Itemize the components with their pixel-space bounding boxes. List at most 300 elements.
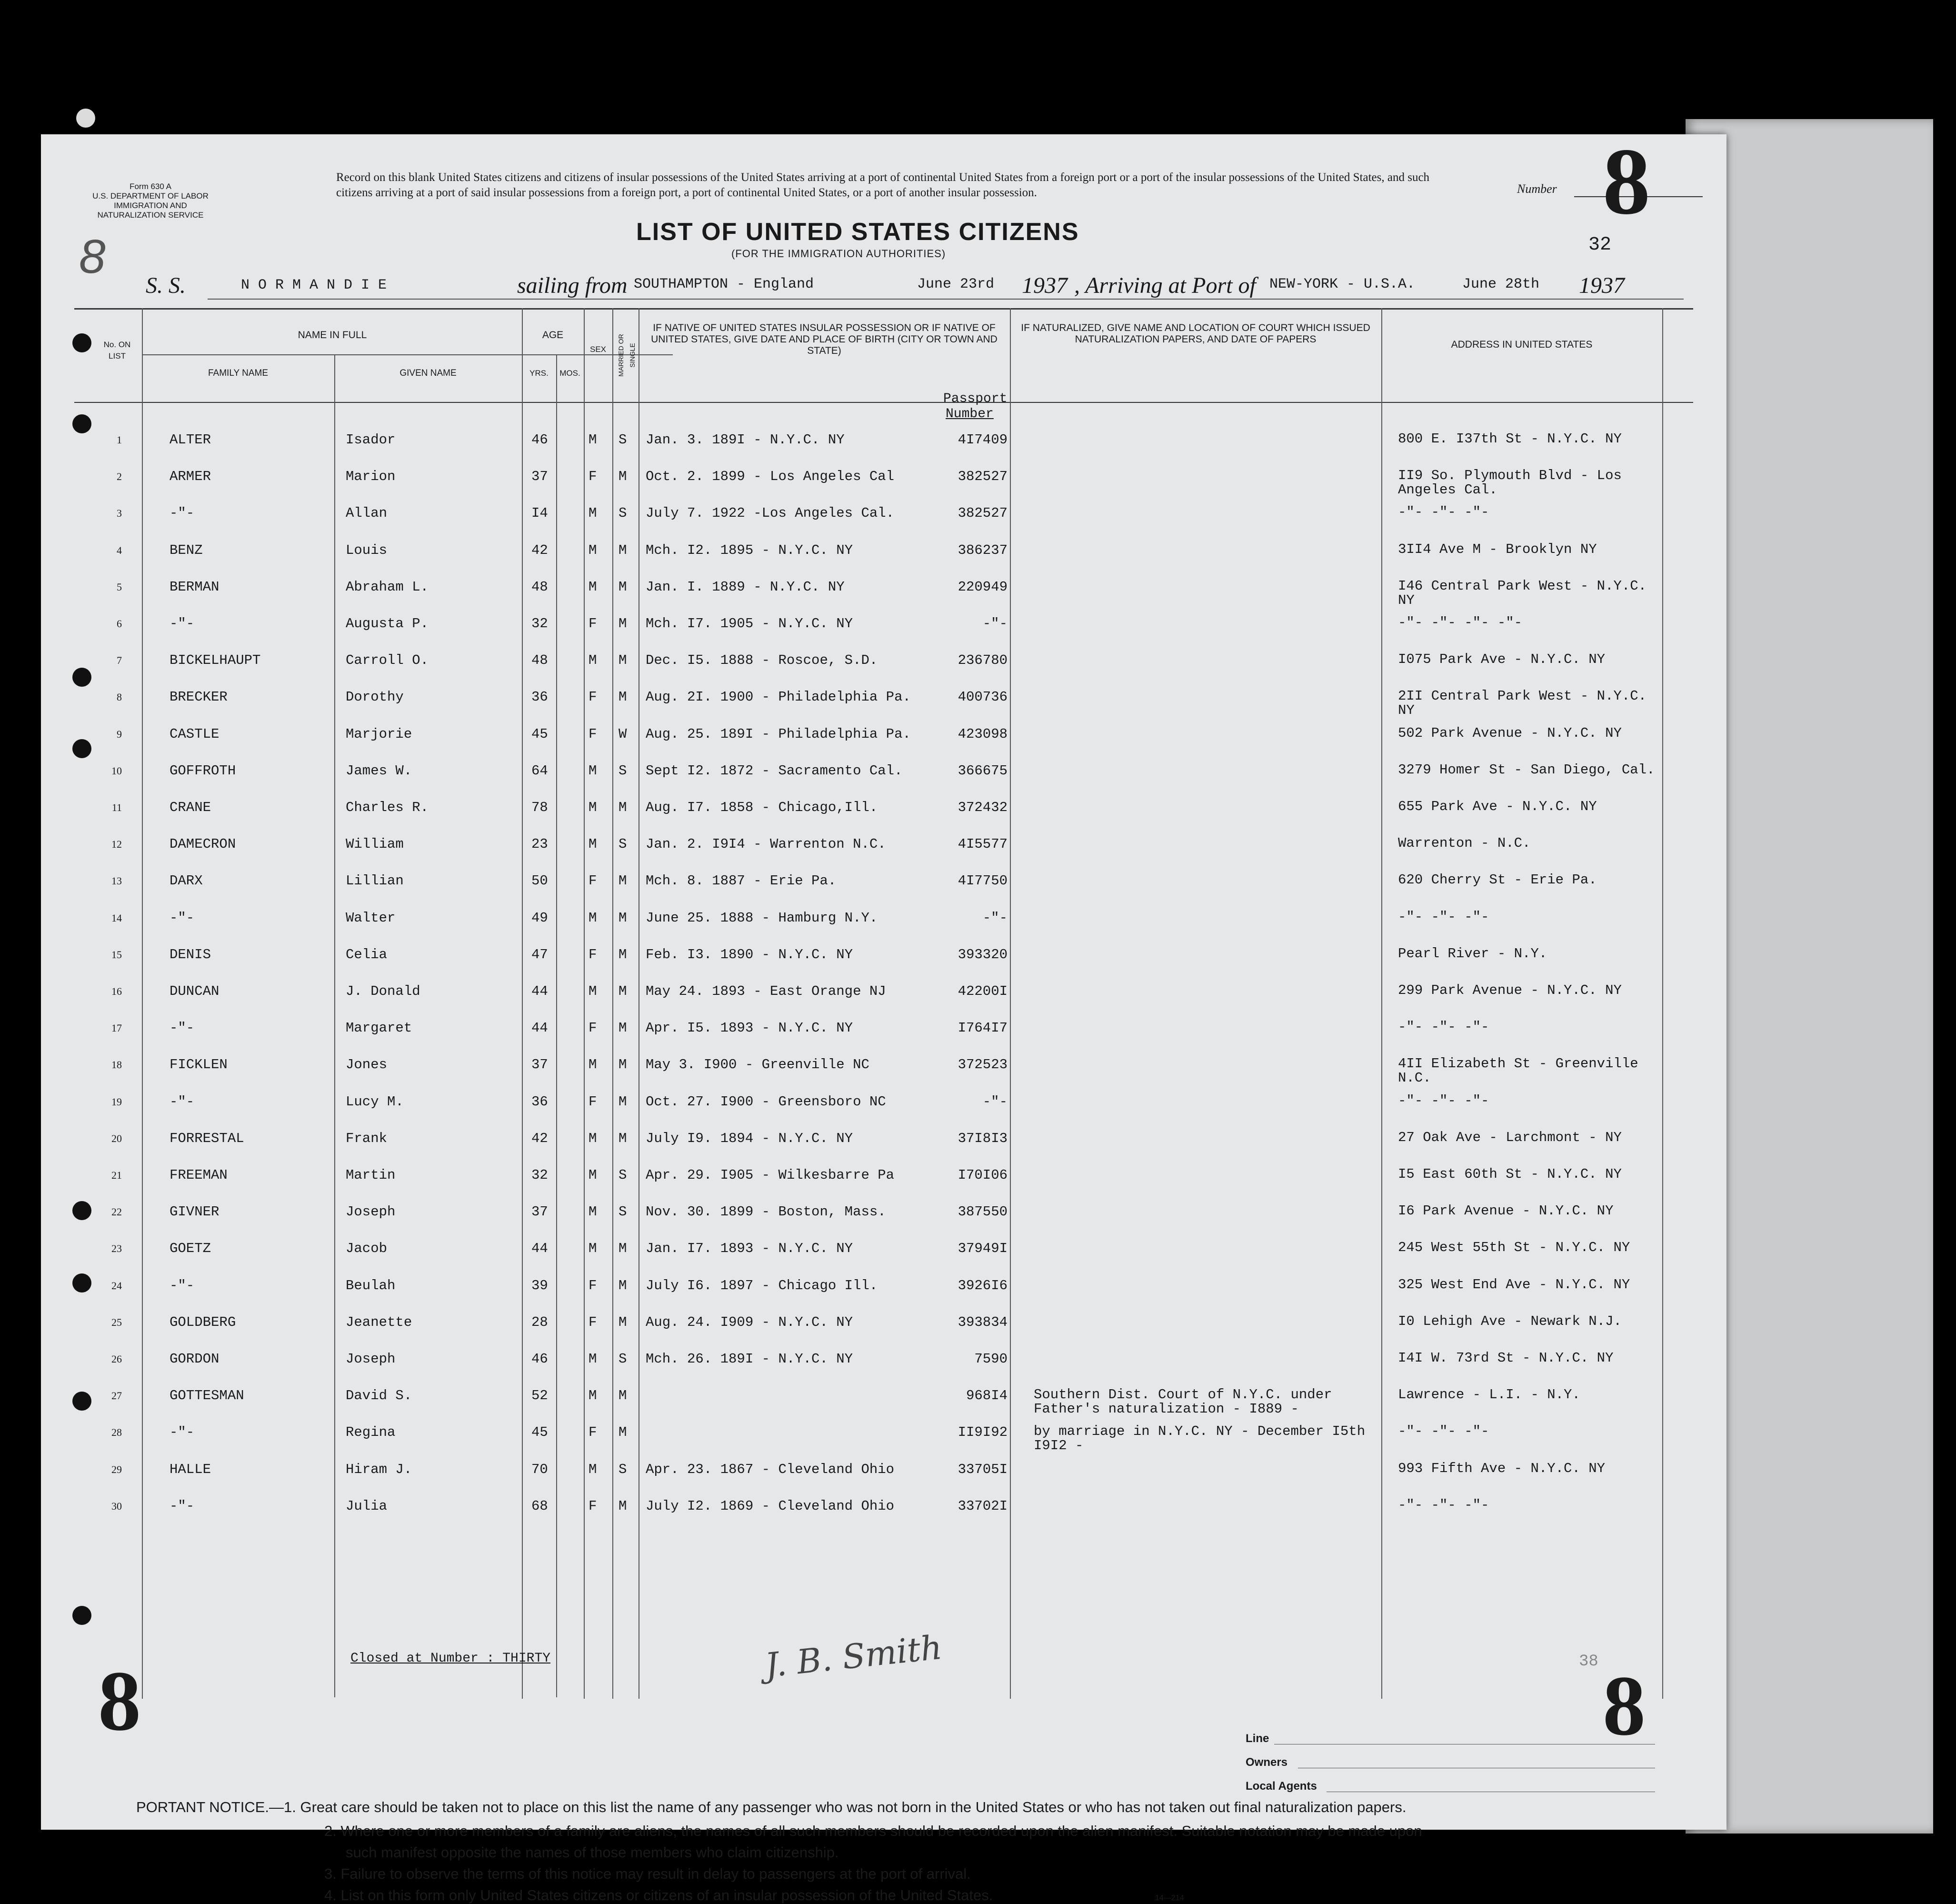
family-name-cell: DAMECRON — [170, 836, 236, 852]
passport-header-1: Passport — [943, 391, 1008, 406]
row-number-cell: 15 — [111, 948, 122, 961]
birth-cell: May 3. I900 - Greenville NC — [646, 1057, 869, 1073]
age-cell: 46 — [531, 1351, 548, 1367]
age-cell: 47 — [531, 946, 548, 962]
age-cell: 44 — [531, 1020, 548, 1036]
marital-status-cell: W — [619, 726, 627, 742]
marital-status-cell: S — [619, 505, 627, 521]
passport-cell: 33705I — [958, 1461, 1008, 1477]
notice-4: 4. List on this form only United States citizens or citizens of an insular possession of the United States. — [324, 1887, 993, 1904]
given-name-cell: Lucy M. — [346, 1093, 404, 1110]
row-number-cell: 27 — [111, 1390, 122, 1402]
sex-cell: F — [589, 689, 597, 705]
family-name-cell: -"- — [170, 616, 195, 631]
sex-cell: M — [589, 652, 597, 669]
row-number-cell: 16 — [111, 985, 122, 997]
row-number-cell: 12 — [111, 838, 122, 851]
given-name-cell: Carroll O. — [346, 652, 429, 669]
sex-cell: M — [589, 1057, 597, 1073]
family-name-cell: DENIS — [170, 946, 211, 962]
page-number: 32 — [1588, 234, 1612, 256]
row-number-cell: 14 — [111, 912, 122, 924]
row-number-cell: 6 — [117, 618, 122, 630]
family-name-cell: -"- — [170, 910, 195, 926]
address-cell: 299 Park Avenue - N.Y.C. NY — [1398, 982, 1622, 998]
binding-hole — [72, 414, 91, 433]
header-family-name: FAMILY NAME — [208, 368, 268, 378]
age-cell: 23 — [531, 836, 548, 852]
row-number-cell: 20 — [111, 1132, 122, 1144]
list-number: 8 — [1603, 129, 1650, 234]
family-name-cell: GORDON — [170, 1351, 220, 1367]
row-number-cell: 30 — [111, 1500, 122, 1512]
passport-cell: II9I92 — [958, 1424, 1008, 1441]
birth-cell: Aug. 24. I909 - N.Y.C. NY — [646, 1314, 853, 1330]
row-number-cell: 19 — [111, 1095, 122, 1108]
address-cell: 993 Fifth Ave - N.Y.C. NY — [1398, 1460, 1606, 1476]
passport-cell: 393320 — [958, 946, 1008, 962]
arrival-port: NEW-YORK - U.S.A. — [1269, 276, 1416, 292]
birth-cell: Oct. 27. I900 - Greensboro NC — [646, 1093, 886, 1110]
address-cell: 502 Park Avenue - N.Y.C. NY — [1398, 725, 1622, 741]
marital-status-cell: M — [619, 616, 627, 631]
family-name-cell: -"- — [170, 1093, 195, 1110]
passport-cell: 968I4 — [966, 1388, 1008, 1404]
ship-name: N O R M A N D I E — [241, 277, 387, 293]
marital-status-cell: M — [619, 542, 627, 558]
record-instruction: Record on this blank United States citizens and citizens of insular possessions of the United States arriving at a port of continental United States from a foreign port or a port of the insular possessions of the United States, and such citizens arriving at a port of said insular possessions from a foreign port, a port of continental United States, or a port of another insular possession. — [336, 171, 1430, 199]
sex-cell: M — [589, 1130, 597, 1146]
header-address: ADDRESS IN UNITED STATES — [1451, 339, 1593, 350]
sex-cell: M — [589, 983, 597, 999]
marital-status-cell: M — [619, 910, 627, 926]
family-name-cell: HALLE — [170, 1461, 211, 1477]
row-number-cell: 5 — [117, 581, 122, 593]
header-yrs: YRS. — [529, 369, 549, 378]
sex-cell: F — [589, 1277, 597, 1293]
row-number-cell: 26 — [111, 1353, 122, 1365]
sex-cell: F — [589, 1424, 597, 1441]
sailing-from: SOUTHAMPTON - England — [634, 276, 814, 292]
row-number-cell: 25 — [111, 1316, 122, 1328]
marital-status-cell: M — [619, 873, 627, 889]
passport-cell: 236780 — [958, 652, 1008, 669]
ss-label: S. S. — [146, 273, 186, 298]
age-cell: 70 — [531, 1461, 548, 1477]
address-cell: 325 West End Ave - N.Y.C. NY — [1398, 1276, 1630, 1293]
marital-status-cell: M — [619, 1388, 627, 1404]
service-line-2: NATURALIZATION SERVICE — [97, 210, 204, 220]
age-cell: 78 — [531, 800, 548, 815]
address-cell: I4I W. 73rd St - N.Y.C. NY — [1398, 1350, 1614, 1366]
passport-cell: 372523 — [958, 1057, 1008, 1073]
given-name-cell: Jones — [346, 1057, 388, 1073]
age-cell: 44 — [531, 983, 548, 999]
marital-status-cell: S — [619, 1167, 627, 1183]
given-name-cell: Joseph — [346, 1204, 396, 1220]
department: U.S. DEPARTMENT OF LABOR — [92, 191, 209, 200]
marital-status-cell: M — [619, 983, 627, 999]
table-top-border — [74, 308, 1693, 310]
sex-cell: F — [589, 1498, 597, 1514]
given-name-cell: Charles R. — [346, 800, 429, 815]
document-title: LIST OF UNITED STATES CITIZENS — [636, 218, 1079, 246]
form-number: Form 630 A — [130, 182, 171, 191]
row-number-cell: 22 — [111, 1206, 122, 1218]
birth-cell: Apr. 23. 1867 - Cleveland Ohio — [646, 1461, 895, 1477]
sex-cell: F — [589, 726, 597, 742]
marital-status-cell: M — [619, 1130, 627, 1146]
col-line — [334, 354, 335, 1697]
sex-cell: M — [589, 800, 597, 815]
bottom-left-digit: 8 — [98, 1653, 141, 1748]
family-name-cell: GIVNER — [170, 1204, 220, 1220]
birth-cell: Aug. 2I. 1900 - Philadelphia Pa. — [646, 689, 911, 705]
arrive-date: June 28th — [1462, 276, 1540, 292]
owners-label: Owners — [1246, 1756, 1288, 1769]
passport-cell: 33702I — [958, 1498, 1008, 1514]
birth-cell: Feb. I3. 1890 - N.Y.C. NY — [646, 946, 853, 962]
age-cell: 45 — [531, 726, 548, 742]
passport-cell: -"- — [982, 910, 1008, 926]
address-cell: -"- -"- -"- — [1398, 1423, 1489, 1440]
address-cell: I6 Park Avenue - N.Y.C. NY — [1398, 1203, 1614, 1219]
bottom-print-code: 14—214 — [1155, 1894, 1184, 1902]
family-name-cell: FORRESTAL — [170, 1130, 244, 1146]
header-bottom-border — [74, 402, 1693, 403]
sex-cell: M — [589, 542, 597, 558]
given-name-cell: Augusta P. — [346, 616, 429, 631]
voyage-underline — [208, 299, 1684, 300]
birth-cell: Jan. 2. I9I4 - Warrenton N.C. — [646, 836, 886, 852]
row-number-cell: 28 — [111, 1426, 122, 1439]
birth-cell: May 24. 1893 - East Orange NJ — [646, 983, 886, 999]
marital-status-cell: M — [619, 652, 627, 669]
given-name-cell: J. Donald — [346, 983, 420, 999]
address-cell: -"- -"- -"- — [1398, 1019, 1489, 1035]
row-number-cell: 29 — [111, 1463, 122, 1475]
family-name-cell: DUNCAN — [170, 983, 220, 999]
binding-hole — [72, 1392, 91, 1411]
arriving-label: , Arriving at Port of — [1074, 273, 1256, 298]
given-name-cell: Abraham L. — [346, 579, 429, 595]
family-name-cell: BERMAN — [170, 579, 220, 595]
address-cell: Pearl River - N.Y. — [1398, 945, 1547, 962]
depart-year: 1937 — [1022, 273, 1068, 298]
col-line — [522, 308, 523, 1699]
age-cell: 32 — [531, 616, 548, 631]
age-cell: 44 — [531, 1241, 548, 1257]
family-name-cell: BENZ — [170, 542, 203, 558]
arrive-year: 1937 — [1579, 273, 1625, 298]
sex-cell: M — [589, 505, 597, 521]
family-name-cell: FREEMAN — [170, 1167, 228, 1183]
passport-cell: 382527 — [958, 505, 1008, 521]
age-cell: 42 — [531, 1130, 548, 1146]
passport-cell: 220949 — [958, 579, 1008, 595]
address-cell: 4II Elizabeth St - Greenville N.C. — [1398, 1056, 1638, 1086]
row-number-cell: 10 — [111, 764, 122, 777]
footer-page-number: 38 — [1579, 1653, 1598, 1671]
passport-cell: 366675 — [958, 762, 1008, 779]
address-cell: 620 Cherry St - Erie Pa. — [1398, 872, 1597, 888]
row-number-cell: 4 — [117, 544, 122, 556]
row-number-cell: 11 — [111, 802, 122, 813]
sex-cell: M — [589, 579, 597, 595]
address-cell: I0 Lehigh Ave - Newark N.J. — [1398, 1313, 1622, 1329]
marital-status-cell: S — [619, 432, 627, 448]
family-name-cell: BICKELHAUPT — [170, 652, 261, 669]
address-cell: 27 Oak Ave - Larchmont - NY — [1398, 1129, 1622, 1145]
passport-cell: 387550 — [958, 1204, 1008, 1220]
binding-hole — [72, 1606, 91, 1625]
line-label: Line — [1246, 1732, 1269, 1745]
birth-cell: Jan. I7. 1893 - N.Y.C. NY — [646, 1241, 853, 1257]
header-age: AGE — [542, 330, 564, 341]
marital-status-cell: M — [619, 1093, 627, 1110]
age-cell: 48 — [531, 652, 548, 669]
given-name-cell: David S. — [346, 1388, 412, 1404]
naturalization-cell: Southern Dist. Court of N.Y.C. under Father's naturalization - I889 - — [1034, 1387, 1332, 1417]
binding-hole — [72, 668, 91, 687]
passport-cell: 372432 — [958, 800, 1008, 815]
birth-cell: Mch. I7. 1905 - N.Y.C. NY — [646, 616, 853, 631]
margin-mark: 8 — [79, 230, 106, 283]
address-cell: -"- -"- -"- — [1398, 1092, 1489, 1109]
binding-hole — [72, 333, 91, 352]
bottom-right-digit: 8 — [1603, 1658, 1646, 1753]
birth-cell: Oct. 2. 1899 - Los Angeles Cal — [646, 469, 895, 485]
row-number-cell: 1 — [117, 434, 122, 446]
notice-3: 3. Failure to observe the terms of this notice may result in delay to passengers at the port of arrival. — [324, 1865, 971, 1882]
form-id-block — [79, 182, 222, 220]
sex-cell: F — [589, 1093, 597, 1110]
signature: J. B. Smith — [763, 1627, 944, 1685]
birth-cell: Jan. 3. 189I - N.Y.C. NY — [646, 432, 845, 448]
document-subtitle: (FOR THE IMMIGRATION AUTHORITIES) — [731, 248, 946, 260]
given-name-cell: Jeanette — [346, 1314, 412, 1330]
marital-status-cell: S — [619, 762, 627, 779]
address-cell: 2II Central Park West - N.Y.C. NY — [1398, 688, 1647, 719]
binding-hole — [72, 1201, 91, 1220]
address-cell: 655 Park Ave - N.Y.C. NY — [1398, 799, 1597, 814]
address-cell: -"- -"- -"- — [1398, 909, 1489, 925]
family-name-cell: FICKLEN — [170, 1057, 228, 1073]
given-name-cell: Hiram J. — [346, 1461, 412, 1477]
passport-cell: -"- — [982, 1093, 1008, 1110]
col-line — [1381, 308, 1382, 1699]
local-agents-label: Local Agents — [1246, 1780, 1317, 1793]
sex-cell: F — [589, 469, 597, 485]
passport-cell: 4I7409 — [958, 432, 1008, 448]
age-cell: 68 — [531, 1498, 548, 1514]
age-cell: 50 — [531, 873, 548, 889]
birth-cell: Mch. 8. 1887 - Erie Pa. — [646, 873, 837, 889]
marital-status-cell: M — [619, 800, 627, 815]
passport-cell: 37949I — [958, 1241, 1008, 1257]
family-name-cell: ARMER — [170, 469, 211, 485]
marital-status-cell: M — [619, 946, 627, 962]
manifest-sheet — [41, 129, 1726, 1904]
punch-hole — [76, 109, 95, 128]
sex-cell: M — [589, 762, 597, 779]
given-name-cell: Martin — [346, 1167, 396, 1183]
passport-cell: 4I7750 — [958, 873, 1008, 889]
birth-cell: July 7. 1922 -Los Angeles Cal. — [646, 505, 895, 521]
header-naturalized: IF NATURALIZED, GIVE NAME AND LOCATION OF COURT WHICH ISSUED NATURALIZATION PAPERS, AND DATE OF PAPERS — [1021, 322, 1370, 345]
header-birth: IF NATIVE OF UNITED STATES INSULAR POSSESSION OR IF NATIVE OF UNITED STATES, GIVE DATE AND PLACE OF BIRTH (CITY OR TOWN AND STATE) — [651, 322, 998, 356]
family-name-cell: GOETZ — [170, 1241, 211, 1257]
row-number-cell: 3 — [117, 507, 122, 520]
number-label: Number — [1517, 182, 1557, 196]
row-number-cell: 23 — [111, 1243, 122, 1255]
age-cell: 37 — [531, 1204, 548, 1220]
passport-cell: 7590 — [974, 1351, 1008, 1367]
row-number-cell: 8 — [117, 691, 122, 703]
birth-cell: Nov. 30. 1899 - Boston, Mass. — [646, 1204, 886, 1220]
birth-cell: July I9. 1894 - N.Y.C. NY — [646, 1130, 853, 1146]
family-name-cell: GOTTESMAN — [170, 1388, 244, 1404]
col-line — [1010, 308, 1011, 1699]
header-mos: MOS. — [559, 369, 580, 378]
binding-hole — [72, 739, 91, 758]
given-name-cell: Margaret — [346, 1020, 412, 1036]
row-number-cell: 21 — [111, 1169, 122, 1181]
given-name-cell: Regina — [346, 1424, 396, 1441]
naturalization-cell: by marriage in N.Y.C. NY - December I5th I9I2 - — [1034, 1423, 1366, 1454]
given-name-cell: Lillian — [346, 873, 404, 889]
given-name-cell: Frank — [346, 1130, 388, 1146]
passport-cell: 423098 — [958, 726, 1008, 742]
family-name-cell: CRANE — [170, 800, 211, 815]
header-name-in-full: NAME IN FULL — [298, 330, 367, 341]
family-name-cell: -"- — [170, 1277, 195, 1293]
row-number-cell: 2 — [117, 471, 122, 483]
birth-cell: June 25. 1888 - Hamburg N.Y. — [646, 910, 878, 926]
address-cell: Lawrence - L.I. - N.Y. — [1398, 1387, 1580, 1403]
age-cell: 45 — [531, 1424, 548, 1441]
closing-line: Closed at Number : THIRTY — [350, 1651, 551, 1666]
sex-cell: F — [589, 873, 597, 889]
given-name-cell: Isador — [346, 432, 396, 448]
passport-cell: I70I06 — [958, 1167, 1008, 1183]
birth-cell: Apr. I5. 1893 - N.Y.C. NY — [646, 1020, 853, 1036]
address-cell: 245 West 55th St - N.Y.C. NY — [1398, 1240, 1630, 1256]
age-cell: 48 — [531, 579, 548, 595]
family-name-cell: GOFFROTH — [170, 762, 236, 779]
binding-hole — [72, 1273, 91, 1293]
header-given-name: GIVEN NAME — [399, 368, 457, 378]
marital-status-cell: M — [619, 579, 627, 595]
passport-cell: 386237 — [958, 542, 1008, 558]
marital-status-cell: M — [619, 689, 627, 705]
age-cell: 52 — [531, 1388, 548, 1404]
row-number-cell: 7 — [117, 654, 122, 667]
given-name-cell: Dorothy — [346, 689, 404, 705]
address-cell: I075 Park Ave - N.Y.C. NY — [1398, 651, 1606, 668]
sex-cell: M — [589, 1388, 597, 1404]
passport-header-2: Number — [946, 407, 994, 421]
age-cell: 42 — [531, 542, 548, 558]
sex-cell: M — [589, 836, 597, 852]
family-name-cell: GOLDBERG — [170, 1314, 236, 1330]
passport-cell: 382527 — [958, 469, 1008, 485]
passport-cell: 400736 — [958, 689, 1008, 705]
birth-cell: July I6. 1897 - Chicago Ill. — [646, 1277, 878, 1293]
notice-2: 2. Where one or more members of a family are aliens, the names of all such members should be recorded upon the alien manifest. Suitable notation may be made upon — [324, 1823, 1422, 1839]
row-number-cell: 13 — [111, 875, 122, 887]
marital-status-cell: M — [619, 1277, 627, 1293]
age-cell: 32 — [531, 1167, 548, 1183]
family-name-cell: -"- — [170, 1498, 195, 1514]
passport-cell: 42200I — [958, 983, 1008, 999]
age-cell: 46 — [531, 432, 548, 448]
given-name-cell: Jacob — [346, 1241, 388, 1257]
sex-cell: F — [589, 616, 597, 631]
notice-2b: such manifest opposite the names of those members who claim citizenship. — [346, 1844, 839, 1861]
given-name-cell: Walter — [346, 910, 396, 926]
birth-cell: Apr. 29. I905 - Wilkesbarre Pa — [646, 1167, 895, 1183]
birth-cell: Mch. I2. 1895 - N.Y.C. NY — [646, 542, 853, 558]
birth-cell: Aug. I7. 1858 - Chicago,Ill. — [646, 800, 878, 815]
sailing-label: sailing from — [517, 273, 628, 298]
family-name-cell: BRECKER — [170, 689, 228, 705]
row-number-cell: 9 — [117, 728, 122, 740]
age-cell: I4 — [531, 505, 548, 521]
given-name-cell: William — [346, 836, 404, 852]
passport-cell: 4I5577 — [958, 836, 1008, 852]
address-cell: I46 Central Park West - N.Y.C. NY — [1398, 578, 1647, 608]
address-cell: Warrenton - N.C. — [1398, 835, 1531, 852]
family-name-cell: -"- — [170, 1424, 195, 1441]
address-cell: -"- -"- -"- -"- — [1398, 615, 1523, 631]
age-cell: 49 — [531, 910, 548, 926]
birth-cell: Mch. 26. 189I - N.Y.C. NY — [646, 1351, 853, 1367]
address-cell: 3II4 Ave M - Brooklyn NY — [1398, 541, 1597, 557]
age-cell: 37 — [531, 469, 548, 485]
age-cell: 36 — [531, 689, 548, 705]
marital-status-cell: S — [619, 836, 627, 852]
sex-cell: F — [589, 1314, 597, 1330]
passport-cell: 3926I6 — [958, 1277, 1008, 1293]
age-cell: 36 — [531, 1093, 548, 1110]
sex-cell: M — [589, 1204, 597, 1220]
given-name-cell: Marjorie — [346, 726, 412, 742]
col-line — [142, 308, 143, 1699]
notice-1: PORTANT NOTICE.—1. Great care should be taken not to place on this list the name of any passenger who was not born in the United States or who has not taken out final naturalization papers. — [136, 1799, 1407, 1815]
address-cell: -"- -"- -"- — [1398, 504, 1489, 521]
birth-cell: Dec. I5. 1888 - Roscoe, S.D. — [646, 652, 878, 669]
given-name-cell: Julia — [346, 1498, 388, 1514]
family-name-cell: -"- — [170, 505, 195, 521]
row-number-cell: 17 — [111, 1022, 122, 1034]
sex-cell: F — [589, 1020, 597, 1036]
row-number-cell: 24 — [111, 1279, 122, 1292]
given-name-cell: Marion — [346, 469, 396, 485]
address-cell: 800 E. I37th St - N.Y.C. NY — [1398, 431, 1622, 447]
given-name-cell: Louis — [346, 542, 388, 558]
header-sex: SEX — [589, 345, 607, 354]
depart-date: June 23rd — [917, 276, 995, 292]
passport-cell: I764I7 — [958, 1020, 1008, 1036]
col-line — [556, 354, 557, 1697]
sex-cell: M — [589, 1167, 597, 1183]
marital-status-cell: M — [619, 469, 627, 485]
marital-status-cell: M — [619, 1314, 627, 1330]
given-name-cell: Beulah — [346, 1277, 396, 1293]
address-cell: II9 So. Plymouth Blvd - Los Angeles Cal. — [1398, 468, 1622, 498]
sex-cell: F — [589, 946, 597, 962]
